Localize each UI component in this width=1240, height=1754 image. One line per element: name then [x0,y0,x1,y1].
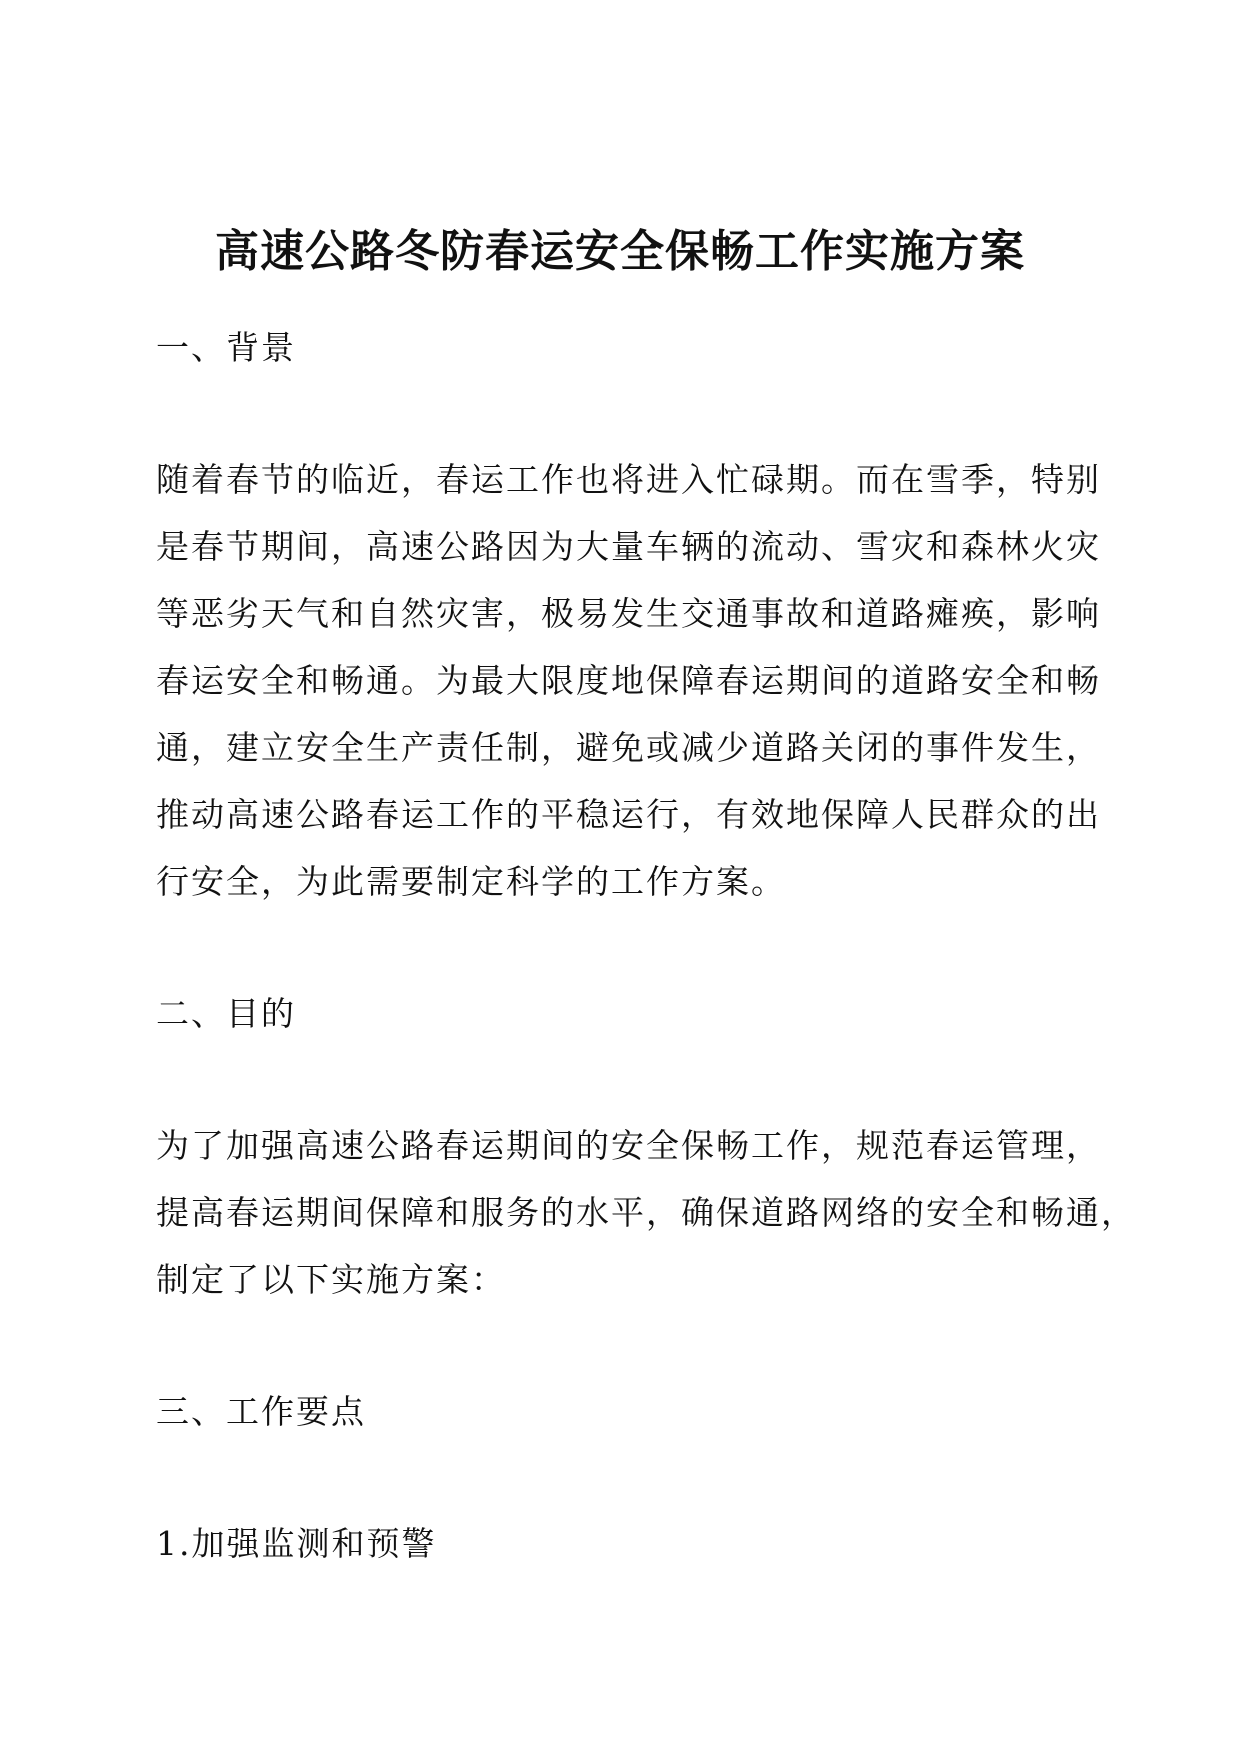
section-heading-background: 一、背景 [156,328,296,367]
paragraph-line: 等恶劣天气和自然灾害，极易发生交通事故和道路瘫痪，影响 [156,594,1101,633]
paragraph-line: 行安全，为此需要制定科学的工作方案。 [156,862,786,901]
section-heading-key-points: 三、工作要点 [156,1392,366,1431]
paragraph-line: 是春节期间，高速公路因为大量车辆的流动、雪灾和森林火灾 [156,527,1101,566]
paragraph-line: 制定了以下实施方案： [156,1260,506,1299]
paragraph-line: 提高春运期间保障和服务的水平，确保道路网络的安全和畅通， [156,1193,1136,1232]
paragraph-line: 为了加强高速公路春运期间的安全保畅工作，规范春运管理， [156,1126,1101,1165]
subsection-heading: 1.加强监测和预警 [156,1524,437,1563]
section-heading-purpose: 二、目的 [156,994,296,1033]
paragraph-line: 春运安全和畅通。为最大限度地保障春运期间的道路安全和畅 [156,661,1101,700]
paragraph-line: 推动高速公路春运工作的平稳运行，有效地保障人民群众的出 [156,795,1101,834]
paragraph-line: 通，建立安全生产责任制，避免或减少道路关闭的事件发生， [156,728,1101,767]
paragraph-line: 随着春节的临近，春运工作也将进入忙碌期。而在雪季，特别 [156,460,1101,499]
document-title: 高速公路冬防春运安全保畅工作实施方案 [215,226,1025,277]
